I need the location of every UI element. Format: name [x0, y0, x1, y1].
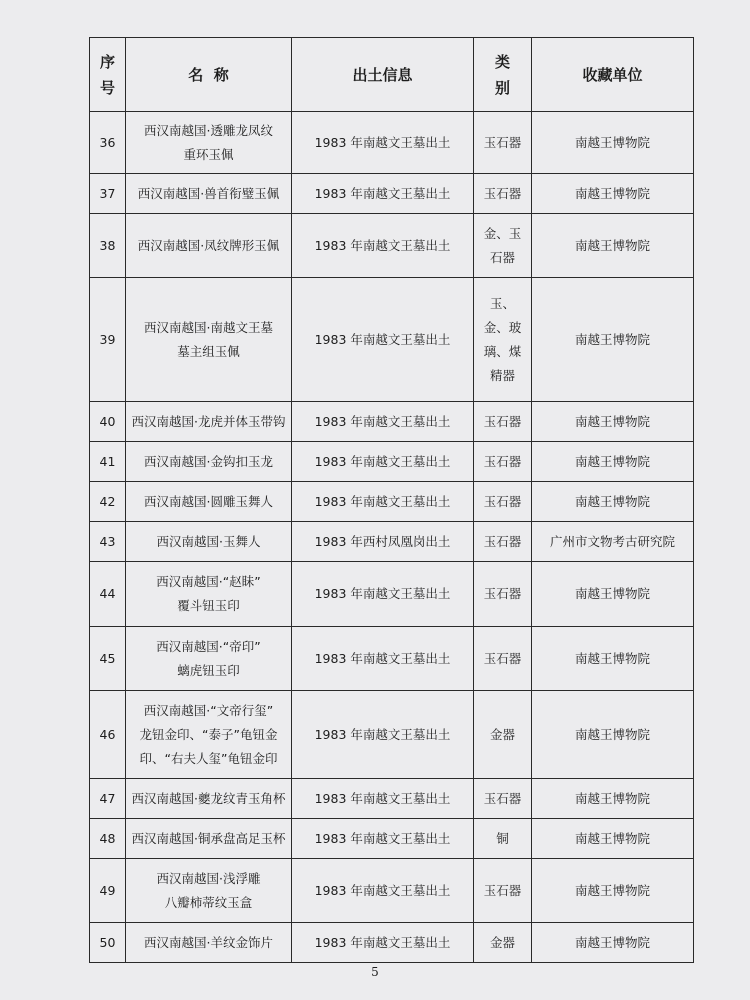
header-seq: 序 号 — [90, 38, 126, 112]
row-seq-cell: 36 — [90, 112, 126, 174]
row-name-cell: 西汉南越国·羊纹金饰片 — [126, 923, 292, 963]
row-info-cell: 1983 年南越文王墓出土 — [292, 402, 474, 442]
row-info-cell: 1983 年南越文王墓出土 — [292, 859, 474, 923]
row-seq-cell: 43 — [90, 522, 126, 562]
row-name-cell: 西汉南越国·凤纹牌形玉佩 — [126, 214, 292, 278]
row-category-cell: 金器 — [474, 691, 532, 779]
row-seq-cell: 38 — [90, 214, 126, 278]
row-category-cell: 玉石器 — [474, 627, 532, 691]
table-body — [90, 112, 694, 963]
row-info-cell: 1983 年南越文王墓出土 — [292, 482, 474, 522]
table-row — [90, 482, 694, 522]
table-header-row — [90, 38, 694, 112]
row-info-cell: 1983 年南越文王墓出土 — [292, 174, 474, 214]
row-info-cell: 1983 年南越文王墓出土 — [292, 691, 474, 779]
page-number: 5 — [371, 965, 379, 979]
table-row — [90, 779, 694, 819]
table-row — [90, 819, 694, 859]
row-info-cell: 1983 年南越文王墓出土 — [292, 819, 474, 859]
row-name-cell: 西汉南越国·金钩扣玉龙 — [126, 442, 292, 482]
row-seq-cell: 41 — [90, 442, 126, 482]
relics-table — [89, 37, 694, 963]
row-seq-cell: 42 — [90, 482, 126, 522]
row-seq-cell: 37 — [90, 174, 126, 214]
row-info-cell: 1983 年南越文王墓出土 — [292, 214, 474, 278]
row-unit-cell: 南越王博物院 — [532, 691, 694, 779]
table-row — [90, 859, 694, 923]
row-category-cell: 玉石器 — [474, 522, 532, 562]
row-name-cell: 西汉南越国·浅浮雕 八瓣柿蒂纹玉盒 — [126, 859, 292, 923]
row-unit-cell: 南越王博物院 — [532, 174, 694, 214]
row-category-cell: 玉石器 — [474, 482, 532, 522]
table-row — [90, 691, 694, 779]
row-info-cell: 1983 年南越文王墓出土 — [292, 779, 474, 819]
row-category-cell: 玉石器 — [474, 779, 532, 819]
row-info-cell: 1983 年南越文王墓出土 — [292, 112, 474, 174]
row-category-cell: 玉石器 — [474, 112, 532, 174]
row-category-cell: 玉石器 — [474, 402, 532, 442]
row-category-cell: 铜 — [474, 819, 532, 859]
table-row — [90, 522, 694, 562]
row-info-cell: 1983 年南越文王墓出土 — [292, 627, 474, 691]
row-info-cell: 1983 年南越文王墓出土 — [292, 562, 474, 627]
table-row — [90, 627, 694, 691]
header-name: 名 称 — [126, 38, 292, 112]
table-row — [90, 442, 694, 482]
row-category-cell: 玉石器 — [474, 442, 532, 482]
row-seq-cell: 39 — [90, 278, 126, 402]
row-category-cell: 金器 — [474, 923, 532, 963]
row-name-cell: 西汉南越国·“文帝行玺” 龙钮金印、“泰子”龟钮金 印、“右夫人玺”龟钮金印 — [126, 691, 292, 779]
row-unit-cell: 南越王博物院 — [532, 442, 694, 482]
row-name-cell: 西汉南越国·玉舞人 — [126, 522, 292, 562]
header-category: 类 别 — [474, 38, 532, 112]
row-unit-cell: 南越王博物院 — [532, 627, 694, 691]
row-unit-cell: 南越王博物院 — [532, 819, 694, 859]
table-row — [90, 174, 694, 214]
row-info-cell: 1983 年南越文王墓出土 — [292, 278, 474, 402]
row-name-cell: 西汉南越国·龙虎并体玉带钩 — [126, 402, 292, 442]
row-category-cell: 玉石器 — [474, 859, 532, 923]
row-unit-cell: 南越王博物院 — [532, 779, 694, 819]
table-row — [90, 402, 694, 442]
row-unit-cell: 广州市文物考古研究院 — [532, 522, 694, 562]
row-category-cell: 玉、 金、玻 璃、煤 精器 — [474, 278, 532, 402]
row-seq-cell: 45 — [90, 627, 126, 691]
table-row — [90, 923, 694, 963]
row-seq-cell: 40 — [90, 402, 126, 442]
row-unit-cell: 南越王博物院 — [532, 278, 694, 402]
row-unit-cell: 南越王博物院 — [532, 112, 694, 174]
table-row — [90, 278, 694, 402]
row-unit-cell: 南越王博物院 — [532, 562, 694, 627]
header-info: 出土信息 — [292, 38, 474, 112]
row-category-cell: 金、玉 石器 — [474, 214, 532, 278]
table-row — [90, 112, 694, 174]
row-seq-cell: 44 — [90, 562, 126, 627]
row-name-cell: 西汉南越国·南越文王墓 墓主组玉佩 — [126, 278, 292, 402]
header-unit: 收藏单位 — [532, 38, 694, 112]
row-category-cell: 玉石器 — [474, 174, 532, 214]
row-name-cell: 西汉南越国·夔龙纹青玉角杯 — [126, 779, 292, 819]
row-seq-cell: 50 — [90, 923, 126, 963]
row-seq-cell: 46 — [90, 691, 126, 779]
row-info-cell: 1983 年西村凤凰岗出土 — [292, 522, 474, 562]
row-name-cell: 西汉南越国·透雕龙凤纹 重环玉佩 — [126, 112, 292, 174]
row-unit-cell: 南越王博物院 — [532, 214, 694, 278]
row-info-cell: 1983 年南越文王墓出土 — [292, 923, 474, 963]
row-category-cell: 玉石器 — [474, 562, 532, 627]
row-seq-cell: 48 — [90, 819, 126, 859]
row-unit-cell: 南越王博物院 — [532, 402, 694, 442]
row-unit-cell: 南越王博物院 — [532, 923, 694, 963]
row-seq-cell: 47 — [90, 779, 126, 819]
row-unit-cell: 南越王博物院 — [532, 482, 694, 522]
row-name-cell: 西汉南越国·铜承盘高足玉杯 — [126, 819, 292, 859]
table-row — [90, 214, 694, 278]
row-info-cell: 1983 年南越文王墓出土 — [292, 442, 474, 482]
row-unit-cell: 南越王博物院 — [532, 859, 694, 923]
row-name-cell: 西汉南越国·“帝印” 螭虎钮玉印 — [126, 627, 292, 691]
row-name-cell: 西汉南越国·圆雕玉舞人 — [126, 482, 292, 522]
table-row — [90, 562, 694, 627]
row-seq-cell: 49 — [90, 859, 126, 923]
row-name-cell: 西汉南越国·兽首衔璧玉佩 — [126, 174, 292, 214]
row-name-cell: 西汉南越国·“赵眛” 覆斗钮玉印 — [126, 562, 292, 627]
